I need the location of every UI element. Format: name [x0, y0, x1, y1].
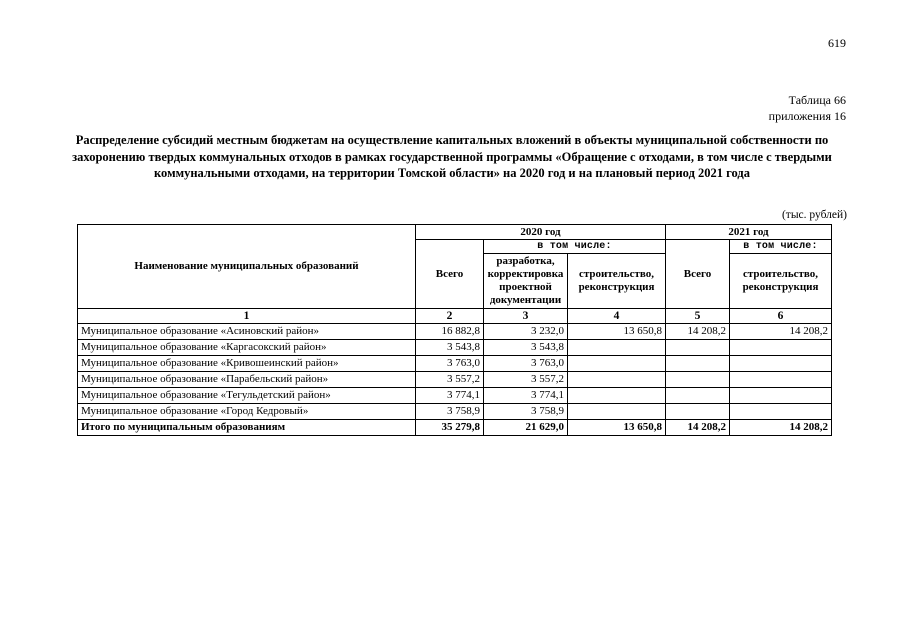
header-construction-2021: строительство, реконструкция [730, 254, 832, 309]
table-row [78, 340, 832, 356]
construction-2021-cell [730, 356, 832, 372]
construction-2021-cell [730, 372, 832, 388]
table-reference [769, 92, 846, 124]
column-number: 1 [78, 309, 416, 324]
table-row [78, 388, 832, 404]
construction-2020-cell [568, 340, 666, 356]
column-number: 4 [568, 309, 666, 324]
header-design-2020: разработка, корректировка проектной документации [484, 254, 568, 309]
subsidy-table [77, 224, 832, 436]
units-note: (тыс. рублей) [781, 209, 847, 221]
total-2021-cell [666, 356, 730, 372]
table-row [78, 372, 832, 388]
total-2021-cell [666, 340, 730, 356]
design-2020-cell: 3 763,0 [484, 356, 568, 372]
municipality-name: Муниципальное образование «Каргасокский район» [78, 340, 416, 356]
total-2020-cell: 3 774,1 [416, 388, 484, 404]
total-2021-cell: 14 208,2 [666, 324, 730, 340]
construction-2021-cell [730, 340, 832, 356]
construction-2021-cell [730, 388, 832, 404]
design-2020-cell: 3 543,8 [484, 340, 568, 356]
municipality-name: Муниципальное образование «Город Кедровый» [78, 404, 416, 420]
construction-2021-cell [730, 404, 832, 420]
total-row [78, 420, 832, 436]
page-number: 619 [828, 36, 846, 50]
header-construction-2020: строительство, реконструкция [568, 254, 666, 309]
construction-2020-cell [568, 356, 666, 372]
header-municipality-name: Наименование муниципальных образований [78, 225, 416, 309]
total-2020-cell: 3 763,0 [416, 356, 484, 372]
header-year-2021: 2021 год [666, 225, 832, 240]
construction-2020-cell: 13 650,8 [568, 420, 666, 436]
total-2020-cell: 16 882,8 [416, 324, 484, 340]
document-title: Распределение субсидий местным бюджетам на осуществление капитальных вложений в объекты муниципальной собственности по захоронению твердых коммунальных отходов в рамках государственной программы «Обращение с отходами, в том числе с твердыми коммунальными отходами, на территории Томской области» на 2020 год и на плановый период 2021 года [72, 133, 832, 180]
design-2020-cell: 3 774,1 [484, 388, 568, 404]
column-number: 3 [484, 309, 568, 324]
construction-2020-cell [568, 404, 666, 420]
header-total-2020: Всего [416, 240, 484, 309]
municipality-name: Муниципальное образование «Парабельский район» [78, 372, 416, 388]
appendix-number: приложения 16 [768, 109, 846, 123]
total-2021-cell: 14 208,2 [666, 420, 730, 436]
column-number: 5 [666, 309, 730, 324]
construction-2021-cell: 14 208,2 [730, 324, 832, 340]
total-2021-cell [666, 388, 730, 404]
municipality-name: Муниципальное образование «Тегульдетский район» [78, 388, 416, 404]
construction-2020-cell [568, 372, 666, 388]
design-2020-cell: 21 629,0 [484, 420, 568, 436]
municipality-name: Муниципальное образование «Кривошеинский район» [78, 356, 416, 372]
municipality-name: Муниципальное образование «Асиновский район» [78, 324, 416, 340]
total-2020-cell: 35 279,8 [416, 420, 484, 436]
construction-2020-cell [568, 388, 666, 404]
header-including-2021: в том числе: [730, 240, 832, 254]
construction-2021-cell: 14 208,2 [730, 420, 832, 436]
total-label: Итого по муниципальным образованиям [78, 420, 416, 436]
header-including-2020: в том числе: [484, 240, 666, 254]
table-row [78, 404, 832, 420]
column-number: 2 [416, 309, 484, 324]
table-number: Таблица 66 [788, 93, 846, 107]
column-number: 6 [730, 309, 832, 324]
design-2020-cell: 3 758,9 [484, 404, 568, 420]
table-row [78, 324, 832, 340]
total-2021-cell [666, 372, 730, 388]
total-2021-cell [666, 404, 730, 420]
header-year-2020: 2020 год [416, 225, 666, 240]
design-2020-cell: 3 232,0 [484, 324, 568, 340]
design-2020-cell: 3 557,2 [484, 372, 568, 388]
construction-2020-cell: 13 650,8 [568, 324, 666, 340]
table-row [78, 356, 832, 372]
total-2020-cell: 3 557,2 [416, 372, 484, 388]
total-2020-cell: 3 543,8 [416, 340, 484, 356]
header-total-2021: Всего [666, 240, 730, 309]
total-2020-cell: 3 758,9 [416, 404, 484, 420]
